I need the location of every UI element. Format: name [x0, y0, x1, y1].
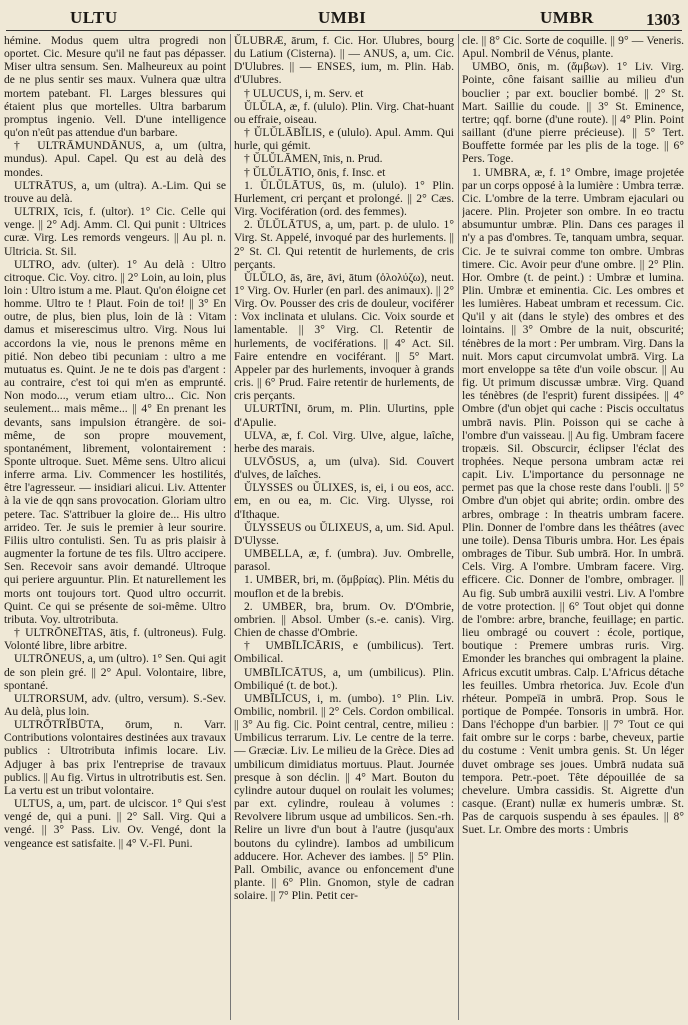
- dictionary-entry: ŬLUBRÆ, ārum, f. Cic. Hor. Ulubres, bourg du Latium (Cisterna). || — ANUS, a, um. Cic. D'Ulubres. || — ENSES, ium, m. Plin. Hab. d'Ulubres.: [234, 34, 454, 87]
- dictionary-entry: † UMBĪLĪCĀRIS, e (umbilicus). Tert. Ombilical.: [234, 639, 454, 666]
- dictionary-entry: 1. ŬLŬLĀTUS, ūs, m. (ululo). 1° Plin. Hurlement, cri perçant et prolongé. || 2° Cæs. Virg. Vocifération (ord. des femmes).: [234, 178, 454, 219]
- header-rule: [6, 30, 682, 31]
- dictionary-entry: ULTRĀTUS, a, um (ultra). A.-Lim. Qui se trouve au delà.: [4, 178, 226, 205]
- page-number: 1303: [646, 10, 680, 29]
- column-right: [462, 34, 684, 1020]
- dictionary-entry: UMBĪLĪCĀTUS, a, um (umbilicus). Plin. Ombiliqué (t. de bot.).: [234, 665, 454, 692]
- dictionary-entry: † ŬLŬLĀTIO, ōnis, f. Insc. et: [244, 165, 386, 179]
- column-middle: [234, 34, 454, 1020]
- dictionary-entry: ULURTĪNI, ōrum, m. Plin. Ulurtins, pple d'Apulie.: [234, 402, 454, 429]
- dictionary-entry: ULTRORSUM, adv. (ultro, versum). S.-Sev. Au delà, plus loin.: [4, 691, 226, 718]
- dictionary-entry: ŬLYSSES ou ŬLIXES, is, ei, i ou eos, acc. em, en ou ea, m. Cic. Virg. Ulysse, roi d'Ithaque.: [234, 481, 454, 521]
- dictionary-entry: 1. UMBRA, æ, f. 1° Ombre, image projetée par un corps opposé à la lumière : Umbra terræ. Cic. L'ombre de la terre. Umbram ejaculari ou jacere. Plin. Projeter son ombre. In eo tractu absumuntur umbræ. Plin. Dans ces parages il n'y a pas d'ombres. Te, tanquam umbra, sequar. Cic. Je te suivrai comme ton ombre. Umbras timere. Cic. Avoir peur d'une ombre. || 2° Plin. Hor. Ombre (t. de peint.) : Umbræ et lumina. Plin. Umbræ et eminentia. Cic. Les ombres et les lumières. Habeat umbram et recessum. Cic. Qu'il y ait (dans le style) des ombres et des lointains. || 3° Ombre de la nuit, obscurité; ténèbres de la mort : Per umbram. Virg. Dans la nuit. Mors caput circumvolat umbrā. Virg. La mort enveloppe sa tête d'un voile obscur. || Au fig. Ut primum discussæ umbræ. Virg. Quand les ténèbres (de l'esprit) furent dissipées. || 4° Ombre (d'un objet qui cache : Piscis occultatus umbrā navis. Plin. Poisson qui se cache à l'ombre d'un vaisseau. || Au fig. Umbram facere tropæis. Sil. Obscurcir, éclipser l'éclat des trophées. Neque persona umbram actæ rei capit. Liv. L'importance du personnage ne permet pas que la chose reste dans l'oubli. || 5° Ombre d'un objet qui abrite; ordin. ombre des arbres, ombrage : In theatris umbram facere. Plin. Donner de l'ombre dans les théâtres (avec une toile). Densa Tiburis umbra. Hor. Les épais ombrages de Tibur. Sub umbrā. Hor. In umbrā. Cels. Virg. A l'ombre. Umbram facere. Virg. efficere. Cic. Donner de l'ombre, ombrager. || Au fig. Sub umbrā auxilii vestri. Liv. A l'ombre de votre protection. || 6° Tout objet qui donne de l'ombre: arbre, branche, feuillage; en partic. lieu ombragé ou couvert : école, portique, boutique : Premere umbras ruris. Virg. Emonder les branches qui ombragent la plaine. Africus excutit umbras. Calp. L'Africus détache les feuilles. Umbra rhetorica. Juv. Ecole d'un rhéteur. Pompeïā in umbrā. Prop. Sous le portique de Pompée. Tonsoris in umbrā. Hor. Dans l'échoppe d'un barbier. || 7° Tout ce qui fait ombre sur le corps : barbe, cheveux, partie du costume : Venit umbra genis. St. Un léger duvet ombrage ses joues. Umbrā nudata suā tempora. Petr.-poet. Tête dépouillée de sa chevelure. Umbra cassidis. St. Aigrette d'un casque. (Erant) nullæ ex humeris umbræ. St. Pas de carquois suspendu à ses épaules. || 8° Suet. Lr. Ombre des morts : Umbris: [462, 165, 684, 837]
- running-header: [0, 4, 688, 30]
- dictionary-entry: hémine. Modus quem ultra progredi non oportet. Cic. Mesure qu'il ne faut pas dépasser. Miser ultra sensum. Sen. Malheureux au point de ne plus sentir ses maux. Vulnera quæ ultra mortem patebant. Fl. Larges blessures qui étaient plus que mortelles. Ultra barbarum promptus ingenio. Vell. D'une intelligence qu'on n'eût pas attendue d'un barbare.: [4, 34, 226, 140]
- dictionary-entry: ŬLYSSEUS ou ŬLIXEUS, a, um. Sid. Apul. D'Ulysse.: [234, 520, 454, 547]
- header-middle-word: UMBI: [318, 8, 367, 27]
- dictionary-entry: cle. || 8° Cic. Sorte de coquille. || 9° — Veneris. Apul. Nombril de Vénus, plante.: [462, 34, 684, 61]
- dictionary-entry: † ŬLŬLĀBĬLIS, e (ululo). Apul. Amm. Qui hurle, qui gémit.: [234, 126, 454, 153]
- dictionary-entry: ULTRŌTRĬBŪTA, ōrum, n. Varr. Contributions volontaires destinées aux travaux publics : Ultrotributa infimis locare. Liv. Adjuger à bas prix l'entreprise de travaux publics. || Au fig. Virtus in ultrotributis est. Sen. La vertu est un tribut volontaire.: [4, 718, 226, 797]
- dictionary-entry: ULTRO, adv. (ulter). 1° Au delà : Ultro citroque. Cic. Voy. citro. || 2° Loin, au loin, plus loin : Ultro istum a me. Plaut. Qu'on éloigne cet homme. Ultro te ! Plaut. Foin de toi! || 3° En outre, de plus, bien plus, loin de là : Vitam damus et miserescimus ultro. Virg. Nous lui accordons la vie, nous le prenons même en pitié. Non debeo tibi pecuniam : ultro a me mutuatus es. Quint. Je ne te dois pas d'argent : au contraire, c'est toi qui m'en as emprunté. Non modo..., verum etiam ultro... Cic. Non seulement... mais même... || 4° En prenant les devants, sans impulsion étrangère. de soi-même, de son propre mouvement, spontanément, librement, volontairement : Sponte ultroque. Suet. Même sens. Ultro alicui inferre arma. Liv. Commencer les hostilités, être l'agresseur. — insidiari alicui. Liv. Attenter à la vie de qqn sans provocation. Gloriam ultro petere. Tac. S'attribuer la gloire de... His ultro arrideo. Ter. Je suis le premier à leur sourire. Filiis ultro contulisti. Sen. Tu as pris plaisir à augmenter la fortune de tes fils. Ultro accipere. Sen. Recevoir sans avoir demandé. Ultroque qui periere arguuntur. Plin. Et naturellement les morts ont toujours tort. Quod ultro occurrit. Quint. Ce qui se présente de soi-même. Ultro tributa. Voy. ultrotributa.: [4, 257, 226, 626]
- column-divider: [230, 34, 231, 1020]
- text-columns: [4, 34, 684, 1020]
- dictionary-entry: ULVŌSUS, a, um (ulva). Sid. Couvert d'ulves, de laîches.: [234, 455, 454, 482]
- dictionary-entry: ULTRIX, īcis, f. (ultor). 1° Cic. Celle qui venge. || 2° Adj. Amm. Cl. Qui punit : Ultrices curæ. Virg. Les remords vengeurs. || Au pl. n. Ultricia. St. Sil.: [4, 205, 226, 258]
- dictionary-entry: † ŬLŬLĀMEN, īnis, n. Prud.: [244, 152, 383, 166]
- header-left-word: ULTU: [70, 8, 118, 27]
- header-right-word: UMBR: [540, 8, 594, 27]
- dictionary-entry: UMBĪLĪCUS, i, m. (umbo). 1° Plin. Liv. Ombilic, nombril. || 2° Cels. Cordon ombilical. || 3° Au fig. Cic. Point central, centre, milieu : Umbilicus terrarum. Liv. Le centre de la terre. — Græciæ. Liv. Le milieu de la Grèce. Dies ad umbilicum dimidiatus mortuus. Plaut. Journée presque à son déclin. || 4° Mart. Bouton du cylindre autour duquel on roulait les volumes; par ext. cylindre, rouleau à volumes : Revolvere librum usque ad umbilicos. Sen.-rh. Relire un livre d'un bout à l'autre (jusqu'aux boutons du cylindre). Iambos ad umbilicum adducere. Hor. Achever des iambes. || 5° Plin. Pall. Ombilic, avance ou enfoncement d'une plante. || 6° Plin. Gnomon, style de cadran solaire. || 7° Plin. Petit cer-: [234, 691, 454, 903]
- dictionary-entry: † ULUCUS, i, m. Serv. et: [244, 86, 364, 100]
- dictionary-entry: 1. UMBER, bri, m. (ὄμβρίας). Plin. Métis du mouflon et de la brebis.: [234, 573, 454, 600]
- column-divider: [458, 34, 459, 1020]
- dictionary-entry: UMBO, ōnis, m. (ἄμβων). 1° Liv. Virg. Pointe, cône faisant saillie au milieu d'un bouclier ; par ext. bouclier bombé. || 2° St. Mart. Saillie du coude. || 3° St. Eminence, tertre; qqf. borne (d'une route). || 4° Plin. Point saillant (d'une pierre précieuse). || 5° Tert. Bouffette formée par les plis de la toge. || 6° Pers. Toge.: [462, 60, 684, 166]
- dictionary-entry: UMBELLA, æ, f. (umbra). Juv. Ombrelle, parasol.: [234, 547, 454, 574]
- dictionary-entry: 2. ŬLŬLĀTUS, a, um, part. p. de ululo. 1° Virg. St. Appelé, invoqué par des hurlements. || 2° St. Cl. Qui retentit de hurlements, de cris perçants.: [234, 218, 454, 271]
- dictionary-entry: ULTRŌNEUS, a, um (ultro). 1° Sen. Qui agit de son plein gré. || 2° Apul. Volontaire, libre, spontané.: [4, 652, 226, 692]
- dictionary-entry: ŬLŬLA, æ, f. (ululo). Plin. Virg. Chat-huant ou effraie, oiseau.: [234, 99, 454, 126]
- dictionary-entry: ULVA, æ, f. Col. Virg. Ulve, algue, laîche, herbe des marais.: [234, 428, 454, 455]
- column-left: [4, 34, 226, 1020]
- dictionary-entry: † ULTRŌNEĪTAS, ātis, f. (ultroneus). Fulg. Volonté libre, libre arbitre.: [4, 626, 226, 653]
- dictionary-entry: ULTUS, a, um, part. de ulciscor. 1° Qui s'est vengé de, qui a puni. || 2° Sall. Virg. Qui a vengé. || 3° Pass. Liv. Ov. Vengé, dont la vengeance est satisfaite. || 4° V.-Fl. Puni.: [4, 797, 226, 850]
- dictionary-entry: 2. UMBER, bra, brum. Ov. D'Ombrie, ombrien. || Absol. Umber (s.-e. canis). Virg. Chien de chasse d'Ombrie.: [234, 599, 454, 640]
- dictionary-entry: † ULTRĀMUNDĀNUS, a, um (ultra, mundus). Apul. Capel. Qu est au delà des mondes.: [4, 139, 226, 179]
- dictionary-entry: ŬLŬLO, ās, āre, āvi, ātum (ὀλολύζω), neut. 1° Virg. Ov. Hurler (en parl. des animaux). || 2° Virg. Ov. Pousser des cris de douleur, vociférer : Vox inclinata et ululans. Cic. Voix sourde et lamentable. || 3° Virg. Cl. Retentir de hurlements, de vociférations. || 4° Act. Sil. Faire entendre en vociférant. || 5° Mart. Appeler par des hurlements, invoquer à grands cris. || 6° Prud. Faire retentir de hurlements, de cris perçants.: [234, 270, 454, 403]
